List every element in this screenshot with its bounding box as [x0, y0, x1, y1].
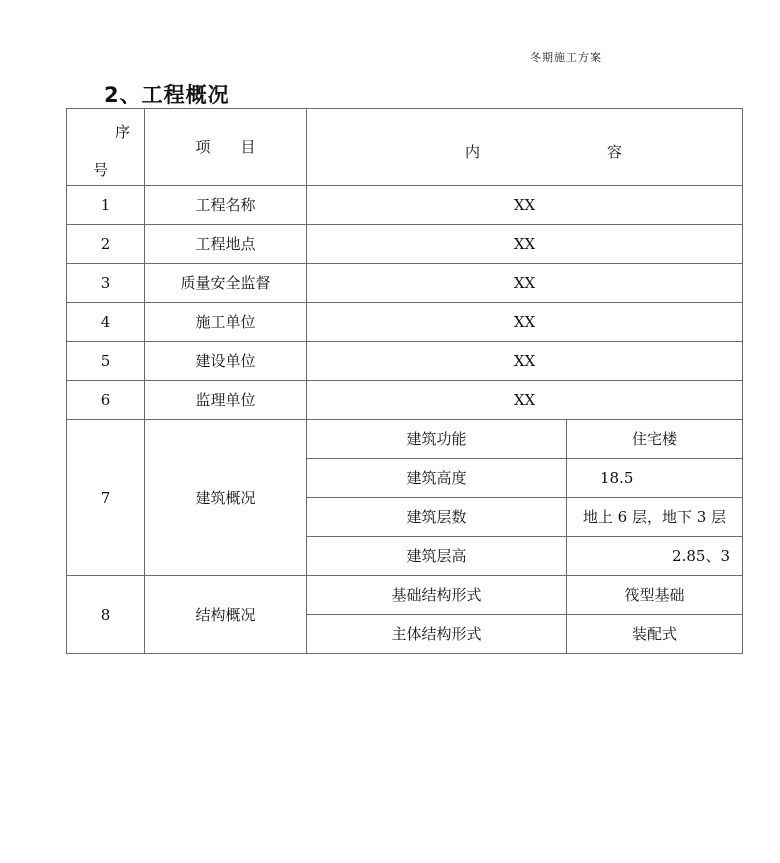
- row-value: XX: [307, 225, 743, 264]
- sub-value: 筏型基础: [567, 576, 743, 615]
- row-value: XX: [307, 342, 743, 381]
- header-content-char-1: 内: [465, 143, 481, 161]
- row-value: XX: [307, 264, 743, 303]
- row-seq: 2: [67, 225, 145, 264]
- table-row: [67, 264, 743, 303]
- sub-label: 建筑功能: [307, 420, 567, 459]
- sub-label: 建筑层数: [307, 498, 567, 537]
- sub-value: 18.5: [567, 459, 743, 498]
- sub-label: 建筑高度: [307, 459, 567, 498]
- sub-label: 基础结构形式: [307, 576, 567, 615]
- row-item: 建设单位: [145, 342, 307, 381]
- row-seq: 5: [67, 342, 145, 381]
- sub-value: 住宅楼: [567, 420, 743, 459]
- running-header: 冬期施工方案: [530, 51, 602, 64]
- row-item: 结构概况: [145, 576, 307, 654]
- sub-value: 地上 6 层，地下 3 层: [567, 498, 743, 537]
- row-value: XX: [307, 186, 743, 225]
- row-item: 监理单位: [145, 381, 307, 420]
- header-item-cell: [145, 109, 307, 186]
- header-seq-char-1: 序: [114, 123, 130, 141]
- header-content-cell: [307, 109, 743, 186]
- header-item-char-1: 项: [195, 138, 211, 156]
- project-overview-table: [66, 108, 743, 654]
- row-seq: 1: [67, 186, 145, 225]
- table-row: [67, 225, 743, 264]
- table-row: [67, 303, 743, 342]
- row-value: XX: [307, 303, 743, 342]
- table-row: [67, 342, 743, 381]
- row-item: 工程地点: [145, 225, 307, 264]
- row-item: 工程名称: [145, 186, 307, 225]
- section-title: 2、工程概况: [104, 83, 230, 107]
- row-seq: 4: [67, 303, 145, 342]
- header-seq-cell: [67, 109, 145, 186]
- table-row: [67, 186, 743, 225]
- table-row: [67, 576, 743, 615]
- header-item-char-2: 目: [240, 138, 256, 156]
- sub-value: 2.85、3: [567, 537, 743, 576]
- row-item: 施工单位: [145, 303, 307, 342]
- sub-label: 建筑层高: [307, 537, 567, 576]
- row-seq: 6: [67, 381, 145, 420]
- row-seq: 3: [67, 264, 145, 303]
- table-row: [67, 381, 743, 420]
- sub-value: 装配式: [567, 615, 743, 654]
- row-item: 建筑概况: [145, 420, 307, 576]
- table-row: [67, 420, 743, 459]
- row-item: 质量安全监督: [145, 264, 307, 303]
- table-header-row: [67, 109, 743, 186]
- row-value: XX: [307, 381, 743, 420]
- header-seq-char-2: 号: [93, 161, 109, 179]
- header-content-char-2: 容: [607, 143, 623, 161]
- row-seq: 7: [67, 420, 145, 576]
- sub-label: 主体结构形式: [307, 615, 567, 654]
- row-seq: 8: [67, 576, 145, 654]
